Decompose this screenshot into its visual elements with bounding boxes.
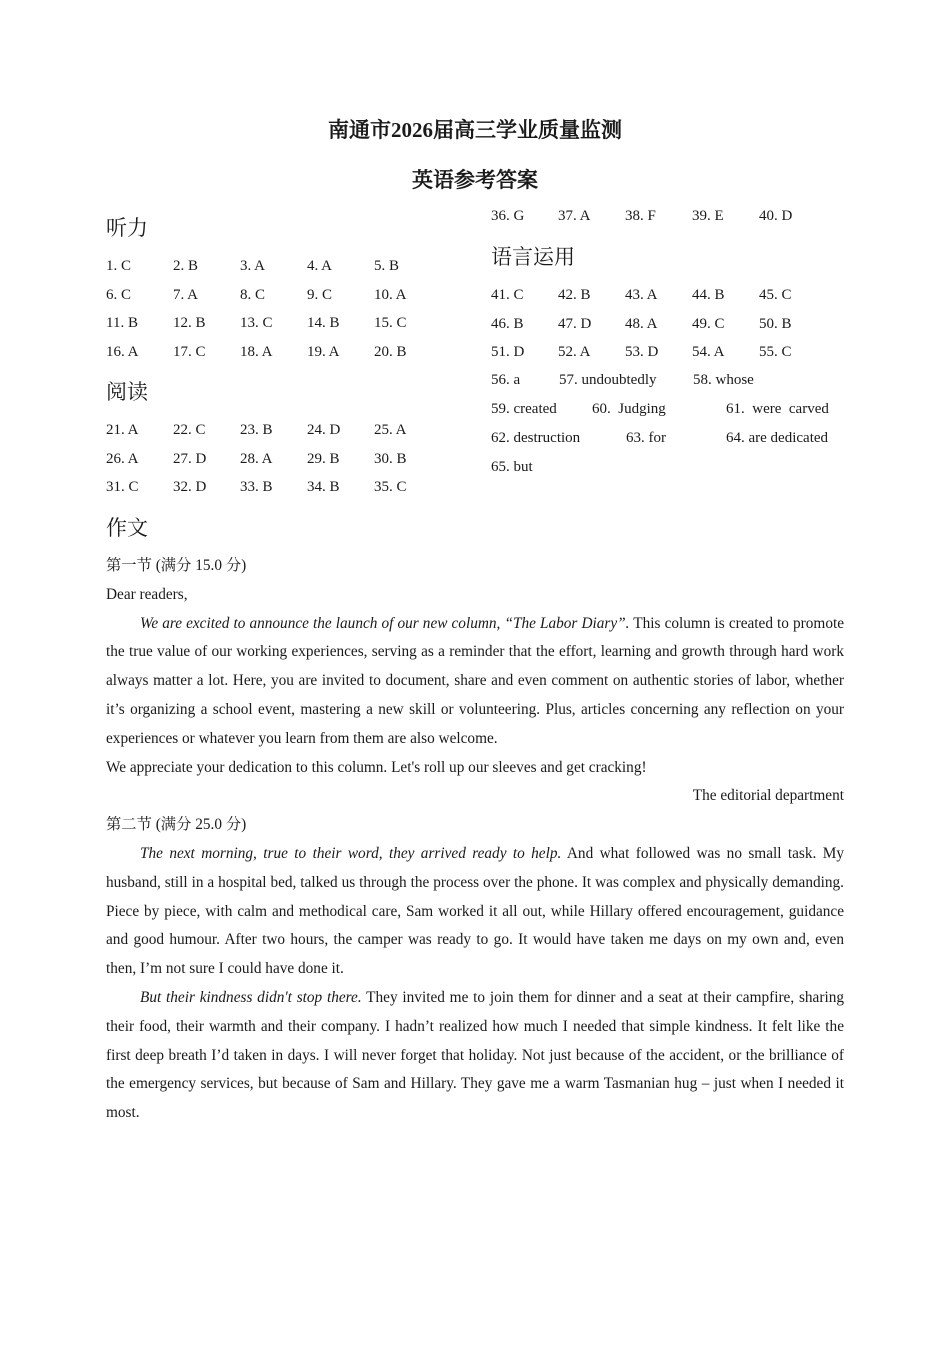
answer-row [491,287,826,316]
answer: 53. D [625,344,659,361]
part2-paragraph-2 [106,984,844,1128]
part1-body: This column is created to promote the true value of our working experiences, serving as a reminder that the effort, learning and growth through hard work always matter a lot. Here, you are invited to document, share and even comment on authentic stories of labor, whether it’s organizing a school event, mastering a new skill or volunteering. Plus, articles concerning any reflection on your experiences or whatever you learn from them are also welcome. [106,614,845,747]
listening-answers [106,258,441,373]
answer: 52. A [558,344,591,361]
answer: 22. C [173,422,206,438]
answer: 41. C [491,287,524,303]
answer: 42. B [558,287,591,303]
fill-answer: 62. destruction [491,430,581,446]
fill-answer: 63. for [626,430,666,446]
reading-heading: 阅读 [106,380,148,404]
answer-row [491,316,826,345]
answer: 30. B [374,450,407,467]
answer: 3. A [240,258,266,274]
part2-label: 第二节 (满分 25.0 分) [106,816,247,834]
part2-italic-lead-2: But their kindness didn't stop there. [140,988,362,1006]
answer: 10. A [374,286,407,303]
fill-answer: 56. a [491,372,521,388]
answer: 35. C [374,479,407,496]
answer: 46. B [491,315,524,332]
answer: 2. B [173,258,199,274]
salutation: Dear readers, [106,585,188,603]
listening-heading: 听力 [106,216,148,240]
answer: 1. C [106,258,132,274]
answer: 28. A [240,450,273,467]
answer: 18. A [240,344,273,361]
answer: 19. A [307,344,340,361]
part1-paragraph [106,610,844,754]
fill-answer: 64. are dedicated [726,430,829,446]
answer: 36. G [491,208,525,224]
answer: 44. B [692,287,725,303]
answer: 6. C [106,286,132,303]
answer: 27. D [173,450,207,467]
fill-answer: 59. created [491,401,557,417]
answer-row [106,344,441,373]
answer: 38. F [625,208,656,224]
answer: 26. A [106,450,139,467]
answer: 11. B [106,315,138,332]
part2-paragraph-1 [106,840,844,984]
fill-answer: 65. but [491,459,533,475]
fill-answer: 61. were carved [726,401,829,417]
part1-label: 第一节 (满分 15.0 分) [106,557,247,574]
answer: 17. C [173,344,206,361]
part1-italic-lead: We are excited to announce the launch of our new column, “The Labor Diary”. [140,614,630,632]
answer-row [106,315,441,344]
part1-closing: We appreciate your dedication to this column. Let's roll up our sleeves and get cracking! [106,758,647,776]
language-use-heading: 语言运用 [491,245,575,269]
answer: 50. B [759,315,792,332]
answer: 21. A [106,422,139,438]
answer: 34. B [307,479,340,496]
writing-part1 [106,552,844,1128]
fill-answer: 57. undoubtedly [559,372,657,388]
answer: 25. A [374,422,407,438]
answer: 47. D [558,315,592,332]
answer: 40. D [759,208,793,224]
fill-answer: 58. whose [693,372,754,388]
part2-body-1: And what followed was no small task. My husband, still in a hospital bed, talked us through the process over the phone. It was complex and physically demanding. Piece by piece, with calm and methodical care, Sam worked it all out, while Hillary offered encouragement, guidance and good humour. After two hours, the camper was ready to go. It would have taken me days on my own and, even then, I’m not sure I could have done it. [106,844,844,978]
answer: 37. A [558,208,591,224]
answer: 20. B [374,344,407,361]
answer: 5. B [374,258,400,274]
answer: 55. C [759,344,792,361]
answer-row [491,344,826,373]
answer: 12. B [173,315,206,332]
writing-heading: 作文 [106,516,148,540]
answer: 4. A [307,258,333,274]
answer: 31. C [106,479,139,496]
answer: 24. D [307,422,341,438]
page-subtitle: 英语参考答案 [412,168,538,192]
answer-row [106,258,441,287]
answer: 32. D [173,479,207,496]
answer-row [106,479,441,508]
answer: 39. E [692,208,724,224]
answer: 13. C [240,315,273,332]
reading-answers [106,422,441,508]
answer: 49. C [692,315,725,332]
answer: 16. A [106,344,139,361]
answer: 33. B [240,479,273,496]
page-title: 南通市2026届高三学业质量监测 [328,118,622,142]
answer: 51. D [491,344,525,361]
language-use-answers [491,287,826,373]
answer: 8. C [240,286,266,303]
part2-body-2: They invited me to join them for dinner and a seat at their campfire, sharing their food, their warmth and their company. I hadn’t realized how much I needed that simple kindness. It felt like the first deep breath I’d taken in days. I will never forget that holiday. Not just because of the accident, or the brilliance of the emergency services, but because of Sam and Hillary. They gave me a warm Tasmanian hug – just when I needed it most. [106,988,844,1122]
answer-row [106,451,441,480]
answer-row [106,287,441,316]
answer: 29. B [307,450,340,467]
answer: 7. A [173,286,199,303]
signature: The editorial department [692,787,844,805]
answer-row [491,208,826,225]
answer: 45. C [759,287,792,303]
answer: 43. A [625,287,658,303]
reading-continued [491,208,826,225]
answer: 23. B [240,422,273,438]
part2-italic-lead-1: The next morning, true to their word, they arrived ready to help. [140,844,562,862]
answer-row [106,422,441,451]
answer: 15. C [374,315,407,332]
answer: 14. B [307,315,340,332]
answer: 54. A [692,344,725,361]
answer: 9. C [307,286,333,303]
fill-answer: 60. Judging [592,401,666,417]
answer: 48. A [625,315,658,332]
